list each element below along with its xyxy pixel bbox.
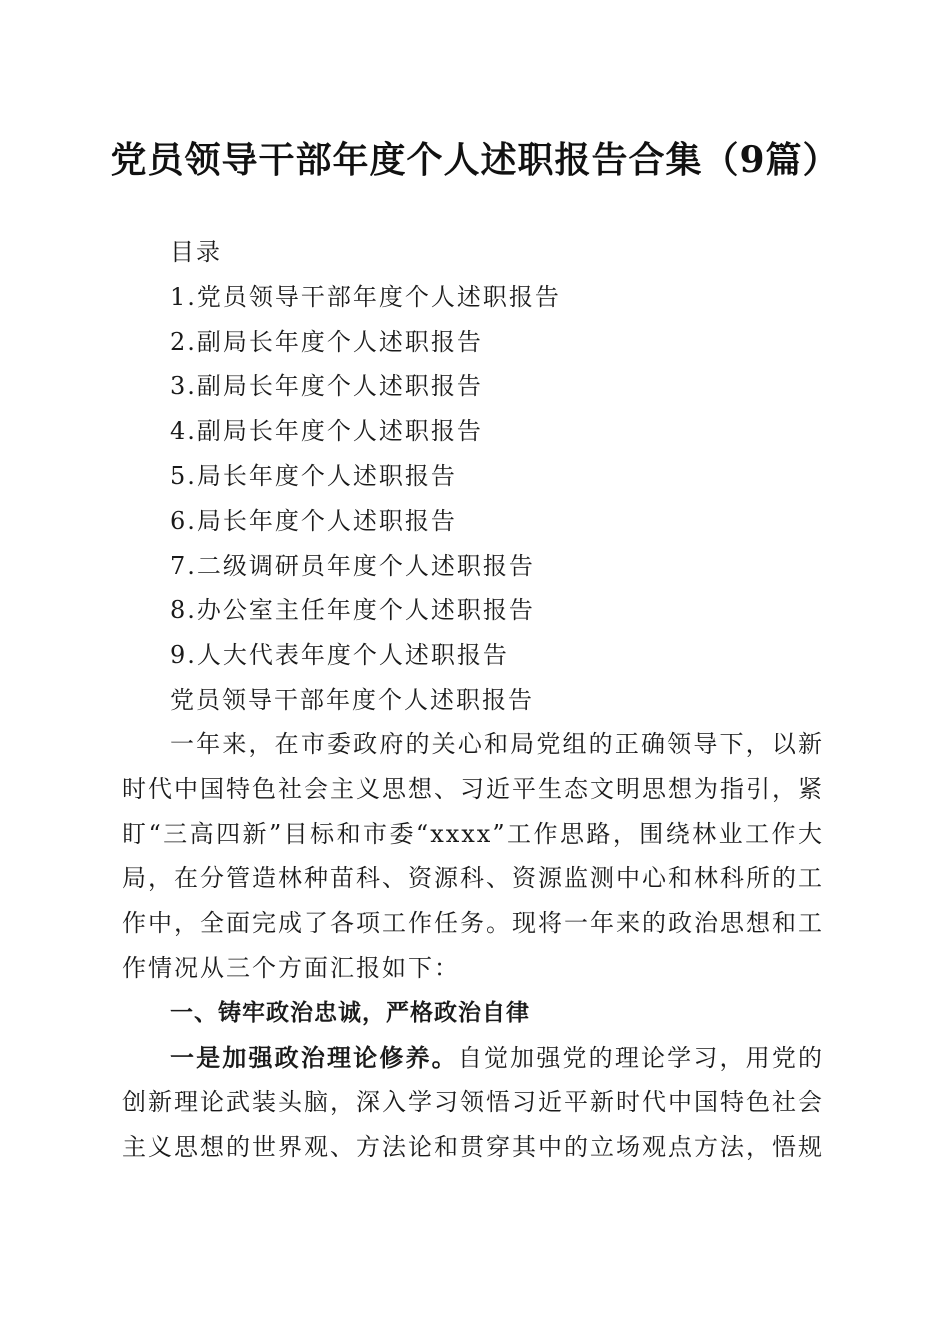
toc-heading: 目录 bbox=[170, 238, 222, 266]
toc-item: 9.人大代表年度个人述职报告 bbox=[170, 641, 509, 670]
document-title: 党员领导干部年度个人述职报告合集（9篇） bbox=[110, 139, 840, 181]
section-heading: 一、铸牢政治忠诚，严格政治自律 bbox=[170, 999, 530, 1026]
body-paragraph bbox=[122, 1036, 824, 1170]
toc-item: 3.副局长年度个人述职报告 bbox=[170, 372, 483, 401]
toc-item: 8.办公室主任年度个人述职报告 bbox=[170, 596, 535, 625]
table-of-contents bbox=[170, 230, 830, 723]
paragraph-lead: 一是加强政治理论修养。 bbox=[170, 1042, 458, 1072]
toc-item: 2.副局长年度个人述职报告 bbox=[170, 327, 483, 356]
intro-paragraph: 一年来，在市委政府的关心和局党组的正确领导下，以新时代中国特色社会主义思想、习近平生态文明思想为指引，紧盯“三高四新”目标和市委“xxxx”工作思路，围绕林业工作大局，在分管造林种苗科、资源科、资源监测中心和林科所的工作中，全面完成了各项工作任务。现将一年来的政治思想和工作情况从三个方面汇报如下： bbox=[122, 730, 824, 982]
toc-item: 6.局长年度个人述职报告 bbox=[170, 506, 457, 535]
report-body bbox=[122, 722, 824, 1170]
section-title: 党员领导干部年度个人述职报告 bbox=[170, 685, 534, 714]
toc-item: 7.二级调研员年度个人述职报告 bbox=[170, 551, 535, 580]
toc-item: 4.副局长年度个人述职报告 bbox=[170, 417, 483, 446]
paragraph-text: 自觉加强党的理论学习，用党的创新理论武装头脑，深入学习领悟习近平新时代中国特色社会主义思想的世界观、方法论和贯穿其中的立场观点方法，悟规 bbox=[122, 1043, 825, 1162]
toc-item: 1.党员领导干部年度个人述职报告 bbox=[170, 282, 561, 311]
toc-item: 5.局长年度个人述职报告 bbox=[170, 461, 457, 490]
